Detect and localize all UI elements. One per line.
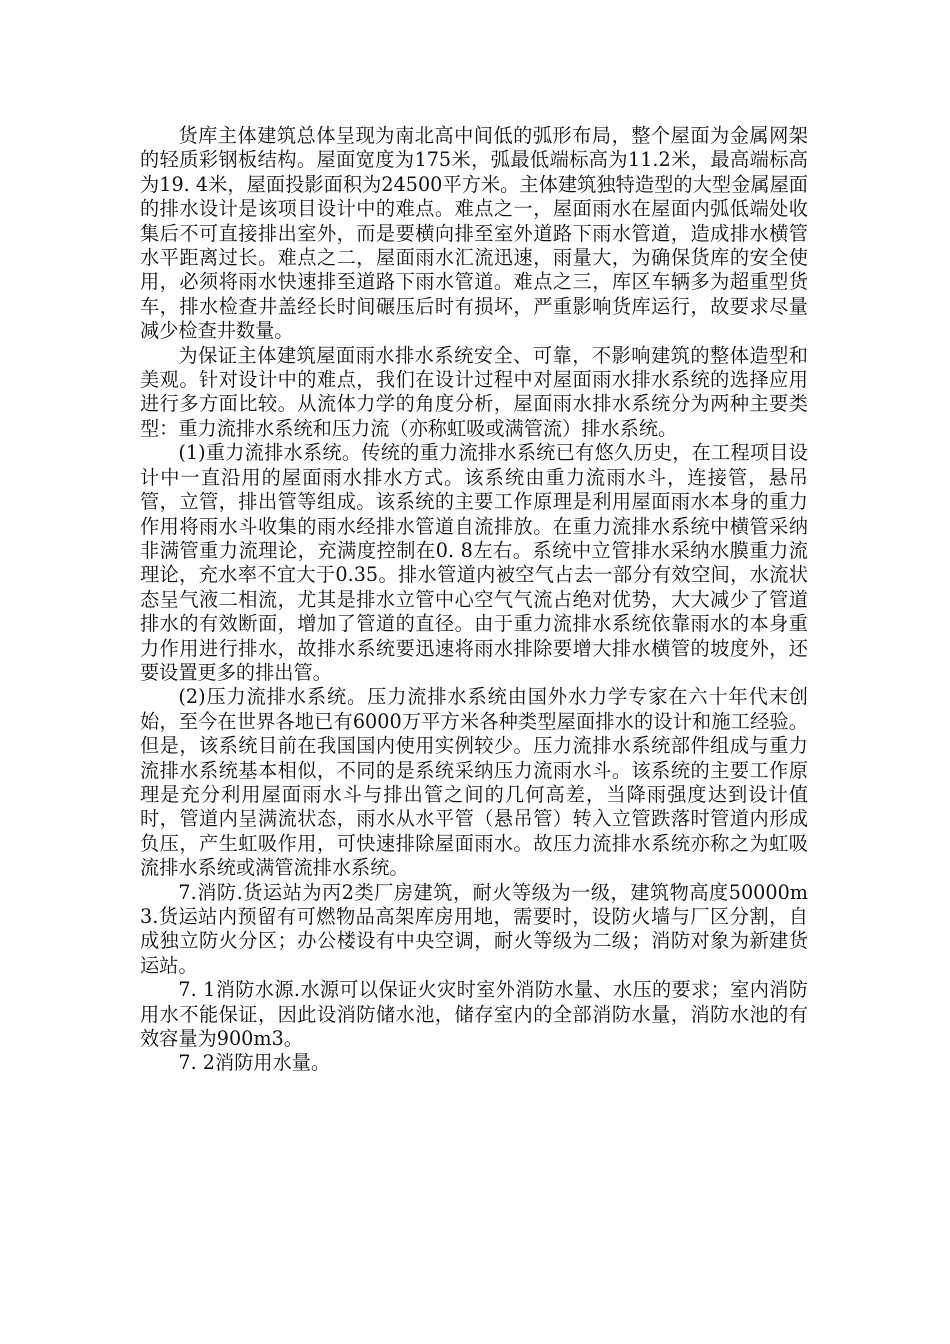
paragraph-roof-overview: 货库主体建筑总体呈现为南北高中间低的弧形布局，整个屋面为金属网架的轻质彩钢板结构。屋面宽度为175米，弧最低端标高为11.2米，最高端标高为19. 4米，屋面投影面积为24500平方米。主体建筑独特造型的大型金属屋面的排水设计是该项目设计中的难点。难点之一，屋面雨水在屋面内弧低端处收集后不可直接排出室外，而是要横向排至室外道路下雨水管道，造成排水横管水平距离过长。难点之二，屋面雨水汇流迅速，雨量大，为确保货库的安全使用，必须将雨水快速排至道路下雨水管道。难点之三，库区车辆多为超重型货车，排水检查井盖经长时间碾压后时有损坏，严重影响货库运行，故要求尽量减少检查井数量。 <box>140 124 808 343</box>
paragraph-drainage-comparison: 为保证主体建筑屋面雨水排水系统安全、可靠，不影响建筑的整体造型和美观。针对设计中的难点，我们在设计过程中对屋面雨水排水系统的选择应用进行多方面比较。从流体力学的角度分析，屋面雨水排水系统分为两种主要类型：重力流排水系统和压力流（亦称虹吸或满管流）排水系统。 <box>140 343 808 440</box>
paragraph-fire-water-source: 7. 1消防水源.水源可以保证火灾时室外消防水量、水压的要求；室内消防用水不能保证，因此设消防储水池，储存室内的全部消防水量，消防水池的有效容量为900m3。 <box>140 978 808 1051</box>
paragraph-fire-water-demand: 7. 2消防用水量。 <box>178 1051 331 1075</box>
paragraph-pressure-flow: (2)压力流排水系统。压力流排水系统由国外水力学专家在六十年代末创始，至今在世界各地已有6000万平方米各种类型屋面排水的设计和施工经验。但是，该系统目前在我国国内使用实例较少。压力流排水系统部件组成与重力流排水系统基本相似，不同的是系统采纳压力流雨水斗。该系统的主要工作原理是充分利用屋面雨水斗与排出管之间的几何高差，当降雨强度达到设计值时，管道内呈满流状态，雨水从水平管（悬吊管）转入立管跌落时管道内形成负压，产生虹吸作用，可快速排除屋面雨水。故压力流排水系统亦称之为虹吸流排水系统或满管流排水系统。 <box>140 685 808 880</box>
paragraph-fire-protection: 7.消防.货运站为丙2类厂房建筑，耐火等级为一级，建筑物高度50000m3.货运站内预留有可燃物品高架库房用地，需要时，设防火墙与厂区分割，自成独立防火分区；办公楼设有中央空调，耐火等级为二级；消防对象为新建货运站。 <box>140 880 808 977</box>
document-body <box>140 124 808 1076</box>
paragraph-gravity-flow: (1)重力流排水系统。传统的重力流排水系统已有悠久历史，在工程项目设计中一直沿用的屋面雨水排水方式。该系统由重力流雨水斗，连接管，悬吊管，立管，排出管等组成。该系统的主要工作原理是利用屋面雨水本身的重力作用将雨水斗收集的雨水经排水管道自流排放。在重力流排水系统中横管采纳非满管重力流理论，充满度控制在0. 8左右。系统中立管排水采纳水膜重力流理论，充水率不宜大于0.35。排水管道内被空气占去一部分有效空间，水流状态呈气液二相流，尤其是排水立管中心空气气流占绝对优势，大大减少了管道排水的有效断面，增加了管道的直径。由于重力流排水系统依靠雨水的本身重力作用进行排水，故排水系统要迅速将雨水排除要增大排水横管的坡度外，还要设置更多的排出管。 <box>140 441 808 684</box>
